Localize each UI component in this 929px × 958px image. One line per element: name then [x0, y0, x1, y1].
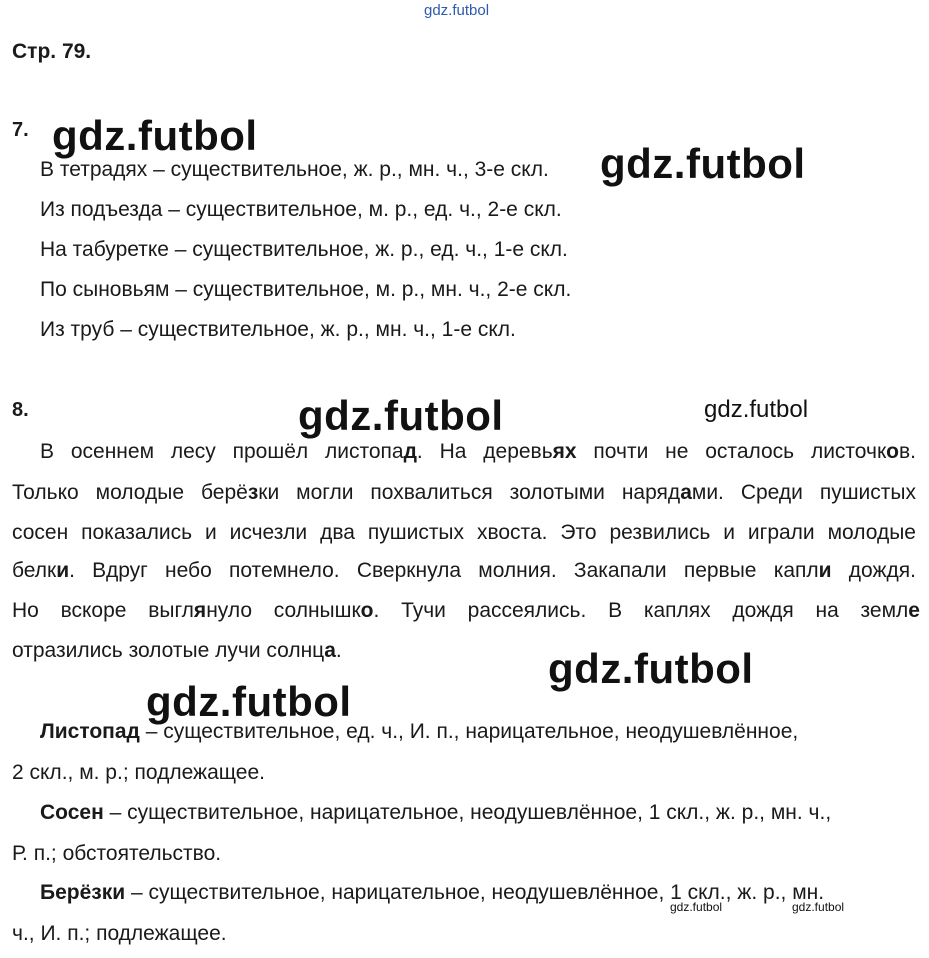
analysis-2-word: Сосен	[40, 801, 104, 824]
highlighted-letter: е	[908, 599, 920, 622]
task-7-line-3: На табуретке – существительное, ж. р., ед. ч., 1-е скл.	[40, 238, 568, 261]
task-7-number: 7.	[12, 119, 29, 141]
text-segment: ми. Среди пушистых	[691, 481, 916, 504]
text-segment: почти не осталось листочк	[576, 440, 887, 463]
analysis-2-line-2: Р. п.; обстоятельство.	[12, 842, 222, 865]
task-8-number: 8.	[12, 399, 29, 421]
task-7-line-5: Из труб – существительное, ж. р., мн. ч., 1-е скл.	[40, 318, 516, 341]
task-8-text-line	[40, 440, 916, 464]
watermark-7: gdz.futbol	[670, 900, 723, 914]
highlighted-letter: и	[818, 559, 832, 582]
analysis-3-word: Берёзки	[40, 881, 126, 904]
text-segment: отразились золотые лучи солнц	[12, 639, 325, 662]
highlighted-letter: и	[56, 559, 70, 582]
analysis-1-line-1	[40, 720, 798, 744]
task-8-text-line	[12, 559, 916, 583]
page-number-header: Стр. 79.	[12, 40, 92, 63]
text-segment: сосен показались и исчезли два пушистых хвоста. Это резвились и играли молодые	[12, 521, 916, 544]
task-8-text-line	[12, 521, 916, 545]
text-segment: в.	[898, 440, 916, 463]
task-7-line-4: По сыновьям – существительное, м. р., мн. ч., 2-е скл.	[40, 278, 572, 301]
watermark-3: gdz.futbol	[298, 392, 504, 439]
analysis-1-desc: – существительное, ед. ч., И. п., нарицательное, неодушевлённое,	[139, 720, 799, 743]
watermark-8: gdz.futbol	[792, 900, 845, 914]
task-8-text-line	[12, 599, 920, 623]
watermark-2: gdz.futbol	[600, 140, 806, 187]
highlighted-letter: а	[324, 639, 336, 662]
text-segment: .	[335, 639, 342, 662]
watermark-6: gdz.futbol	[146, 678, 352, 725]
text-segment: ки могли похвалиться золотыми наряд	[258, 481, 681, 504]
text-segment: нуло солнышк	[206, 599, 361, 622]
highlighted-letter: з	[247, 481, 259, 504]
task-7-line-1: В тетрадях – существительное, ж. р., мн. ч., 3-е скл.	[40, 158, 549, 181]
task-8-text-line	[12, 639, 342, 663]
watermark-4: gdz.futbol	[704, 396, 809, 423]
text-segment: Но вскоре выгл	[12, 599, 194, 622]
highlighted-letter: о	[886, 440, 899, 463]
text-segment: белк	[12, 559, 57, 582]
highlighted-letter: ях	[552, 440, 577, 463]
task-8-text-line	[12, 481, 916, 505]
text-segment: . На деревь	[416, 440, 553, 463]
text-segment: В осеннем лесу прошёл листопа	[40, 440, 404, 463]
analysis-3-desc: – существительное, нарицательное, неодушевлённое, 1 скл., ж. р., мн.	[125, 881, 825, 904]
watermark-top: gdz.futbol	[424, 2, 490, 19]
highlighted-letter: о	[360, 599, 374, 622]
analysis-2-desc: – существительное, нарицательное, неодушевлённое, 1 скл., ж. р., мн. ч.,	[103, 801, 832, 824]
analysis-3-line-2: ч., И. п.; подлежащее.	[12, 922, 227, 945]
analysis-1-word: Листопад	[40, 720, 140, 743]
watermark-5: gdz.futbol	[548, 645, 754, 692]
analysis-1-line-2: 2 скл., м. р.; подлежащее.	[12, 761, 265, 784]
highlighted-letter: а	[680, 481, 692, 504]
text-segment: . Вдруг небо потемнело. Сверкнула молния. Закапали первые капл	[69, 559, 819, 582]
task-7-line-2: Из подъезда – существительное, м. р., ед. ч., 2-е скл.	[40, 198, 562, 221]
analysis-2-line-1	[40, 801, 831, 825]
highlighted-letter: д	[403, 440, 417, 463]
text-segment: Только молодые берё	[12, 481, 248, 504]
watermark-1: gdz.futbol	[52, 112, 258, 159]
text-segment: . Тучи рассеялись. В каплях дождя на земл	[373, 599, 909, 622]
text-segment: дождя.	[831, 559, 916, 582]
highlighted-letter: я	[193, 599, 207, 622]
